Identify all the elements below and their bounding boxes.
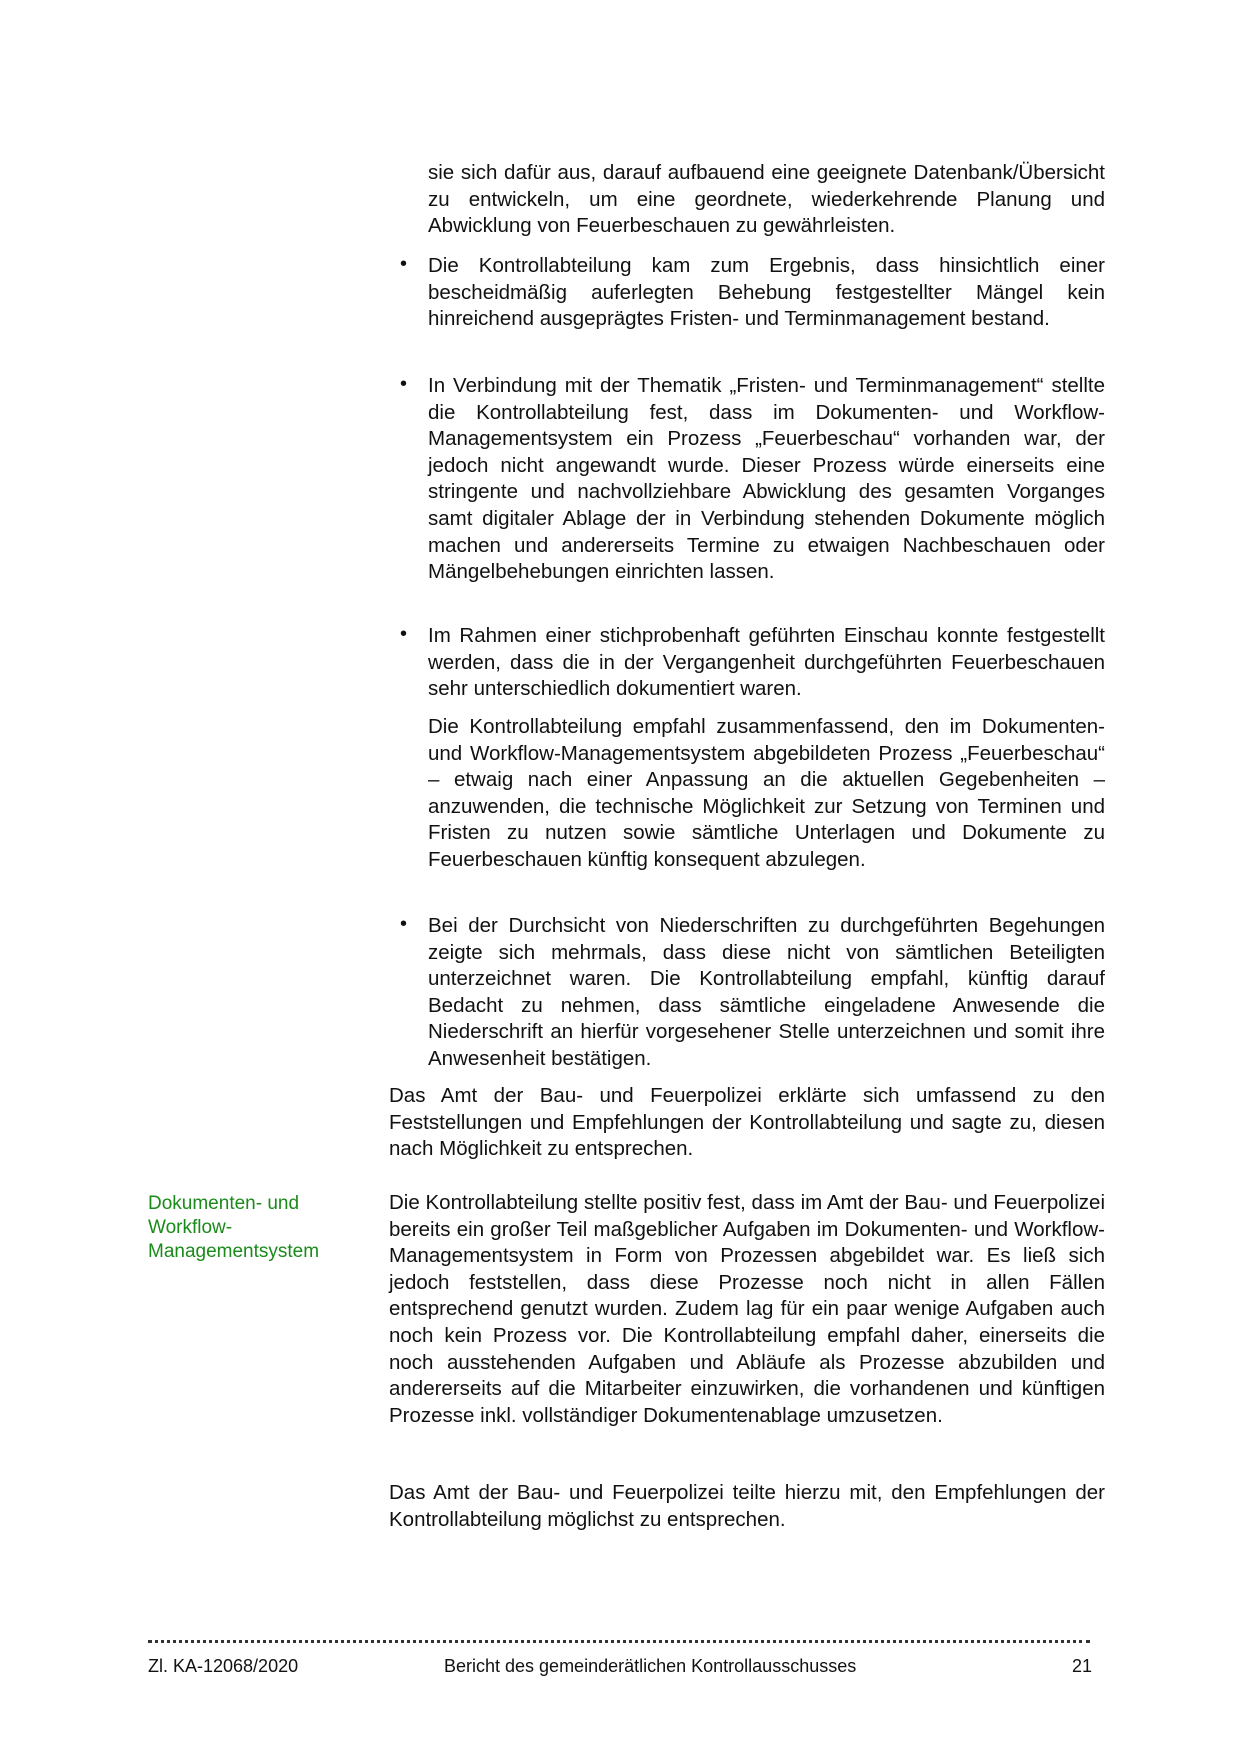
bullet-item-1: Die Kontrollabteilung kam zum Ergebnis, dass hinsichtlich einer bescheidmäßig auferlegten Behebung festgestellter Mängel kein hinreichend ausgeprägtes Fristen- und Terminmanagement bestand. bbox=[428, 254, 1105, 331]
bullet-icon: • bbox=[400, 253, 408, 275]
bullet-icon: • bbox=[400, 373, 408, 395]
bullet-item-2: In Verbindung mit der Thematik „Fristen- und Terminmanagement“ stellte die Kontrollabteilung fest, dass im Dokumenten- und Workflow-Managementsystem ein Prozess „Feuerbeschau“ vorhanden war, der jedoch nicht angewandt wurde. Dieser Prozess würde einerseits eine stringente und nachvollziehbare Abwicklung des gesamten Vorganges samt digitaler Ablage der in Verbindung stehenden Dokumente möglich machen und andererseits Termine zu etwaigen Nachbeschauen oder Mängelbehebungen einrichten lassen. bbox=[428, 374, 1105, 584]
bullet-icon: • bbox=[400, 913, 408, 935]
footer-divider bbox=[148, 1640, 1090, 1643]
footer-reference: Zl. KA-12068/2020 bbox=[148, 1656, 299, 1676]
bullet-icon: • bbox=[400, 623, 408, 645]
paragraph-continuation: sie sich dafür aus, darauf aufbauend eine geeignete Datenbank/Übersicht zu entwickeln, um eine geordnete, wiederkehrende Planung und Abwicklung von Feuerbeschauen zu gewährleisten. bbox=[428, 161, 1105, 238]
paragraph-response-2: Das Amt der Bau- und Feuerpolizei teilte hierzu mit, den Empfehlungen der Kontrollabteilung möglichst zu entsprechen. bbox=[389, 1481, 1105, 1531]
bullet-item-4: Bei der Durchsicht von Niederschriften zu durchgeführten Begehungen zeigte sich mehrmals, dass diese nicht von sämtlichen Beteiligten unterzeichnet waren. Die Kontrollabteilung empfahl, künftig darauf Bedacht zu nehmen, dass sämtliche eingeladene Anwesende die Niederschrift an hierfür vorgesehener Stelle unterzeichnen und somit ihre Anwesenheit bestätigen. bbox=[428, 914, 1105, 1070]
bullet-item-3-recommendation: Die Kontrollabteilung empfahl zusammenfassend, den im Dokumenten- und Workflow-Managementsystem abgebildeten Prozess „Feuerbeschau“ – etwaig nach einer Anpassung an die aktuellen Gegebenheiten – anzuwenden, die technische Möglichkeit zur Setzung von Terminen und Fristen zu nutzen sowie sämtliche Unterlagen und Dokumente zu Feuerbeschauen künftig konsequent abzulegen. bbox=[428, 715, 1105, 871]
paragraph-response-1: Das Amt der Bau- und Feuerpolizei erklärte sich umfassend zu den Feststellungen und Empfehlungen der Kontrollabteilung und sagte zu, diesen nach Möglichkeit zu entsprechen. bbox=[389, 1084, 1105, 1161]
margin-note: Dokumenten- und Workflow-Managementsystem bbox=[148, 1193, 320, 1262]
bullet-item-3: Im Rahmen einer stichprobenhaft geführten Einschau konnte festgestellt werden, dass die in der Vergangenheit durchgeführten Feuerbeschauen sehr unterschiedlich dokumentiert waren. bbox=[428, 624, 1105, 701]
paragraph-dms: Die Kontrollabteilung stellte positiv fest, dass im Amt der Bau- und Feuerpolizei bereits ein großer Teil maßgeblicher Aufgaben im Dokumenten- und Workflow-Managementsystem in Form von Prozessen abgebildet war. Es ließ sich jedoch feststellen, dass diese Prozesse noch nicht in allen Fällen entsprechend genutzt wurden. Zudem lag für ein paar wenige Aufgaben auch noch kein Prozess vor. Die Kontrollabteilung empfahl daher, einerseits die noch ausstehenden Aufgaben und Abläufe als Prozesse abzubilden und andererseits auf die Mitarbeiter einzuwirken, die vorhandenen und künftigen Prozesse inkl. vollständiger Dokumentenablage umzusetzen. bbox=[389, 1191, 1105, 1427]
footer-title: Bericht des gemeinderätlichen Kontrollausschusses bbox=[444, 1656, 857, 1676]
page-number: 21 bbox=[1072, 1656, 1093, 1676]
